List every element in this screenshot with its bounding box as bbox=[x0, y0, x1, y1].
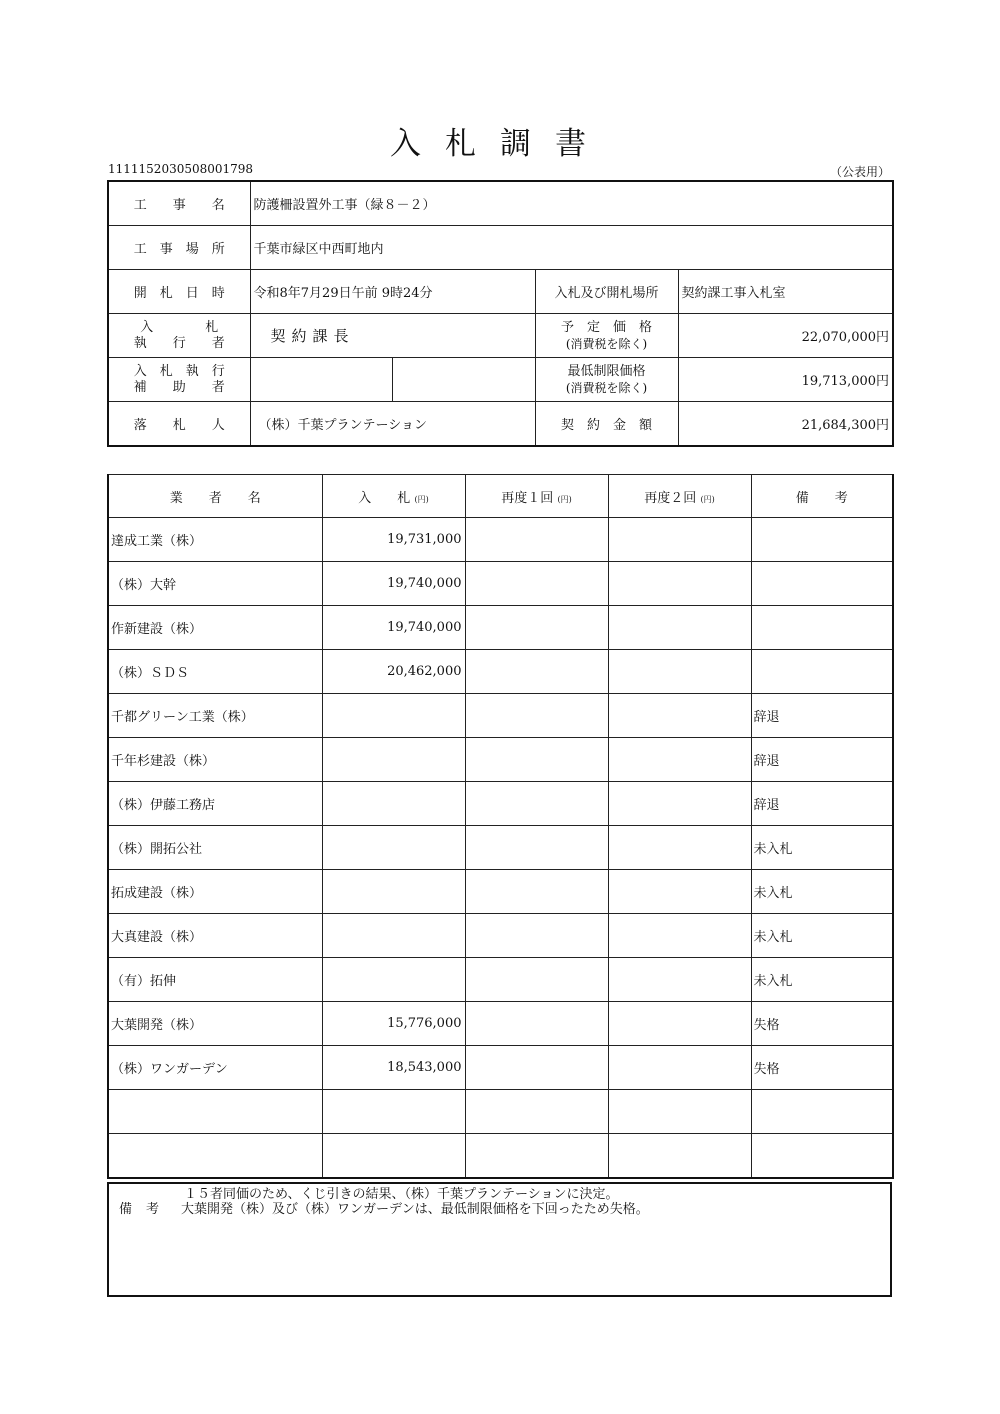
round2-amount bbox=[608, 870, 751, 914]
column-bid-label: 入 札 bbox=[358, 490, 411, 506]
table-row bbox=[108, 562, 893, 606]
bidder-name: 作新建設（株） bbox=[108, 606, 322, 650]
executor-label bbox=[108, 314, 250, 358]
assistant-label bbox=[108, 358, 250, 402]
bidder-name: 大葉開発（株） bbox=[108, 1002, 322, 1046]
location-row bbox=[108, 226, 893, 270]
round1-amount bbox=[465, 958, 608, 1002]
column-round2-label: 再度２回 bbox=[644, 490, 697, 506]
round2-amount bbox=[608, 518, 751, 562]
round1-amount bbox=[465, 870, 608, 914]
bid-amount bbox=[322, 738, 465, 782]
assistant-cell-2 bbox=[392, 358, 535, 402]
project-name-label: 工 事 名 bbox=[108, 181, 250, 226]
bidder-name: （株）ワンガーデン bbox=[108, 1046, 322, 1090]
bidder-name: （株）大幹 bbox=[108, 562, 322, 606]
table-row bbox=[108, 1134, 893, 1179]
executor-label-line1: 入 札 bbox=[140, 319, 219, 335]
usage-label: （公表用） bbox=[829, 165, 890, 179]
bidder-name: 千年杉建設（株） bbox=[108, 738, 322, 782]
round1-amount bbox=[465, 738, 608, 782]
planned-price-label bbox=[535, 314, 678, 358]
round1-amount bbox=[465, 562, 608, 606]
document-number: 1111152030508001798 bbox=[108, 162, 254, 176]
executor-label-line2: 執 行 者 bbox=[133, 335, 225, 351]
bidder-name: （株）ＳＤＳ bbox=[108, 650, 322, 694]
round2-amount bbox=[608, 1002, 751, 1046]
table-row bbox=[108, 518, 893, 562]
bidder-note: 失格 bbox=[751, 1002, 893, 1046]
bidder-name bbox=[108, 1134, 322, 1179]
table-row bbox=[108, 1090, 893, 1134]
round2-amount bbox=[608, 782, 751, 826]
round1-amount bbox=[465, 694, 608, 738]
remarks-line2-wrap bbox=[119, 1202, 880, 1217]
remarks-table bbox=[107, 1182, 892, 1297]
column-company: 業 者 名 bbox=[108, 475, 322, 518]
contract-amount-label: 契 約 金 額 bbox=[535, 402, 678, 447]
round2-amount bbox=[608, 958, 751, 1002]
bidder-note bbox=[751, 606, 893, 650]
remarks-cell bbox=[108, 1183, 891, 1296]
executor-row bbox=[108, 314, 893, 358]
planned-price-note: (消費税を除く) bbox=[565, 336, 648, 351]
remarks-row bbox=[108, 1183, 891, 1296]
round1-amount bbox=[465, 1002, 608, 1046]
min-price-label bbox=[535, 358, 678, 402]
bidder-name: 大真建設（株） bbox=[108, 914, 322, 958]
bidder-name: 達成工業（株） bbox=[108, 518, 322, 562]
bid-amount bbox=[322, 782, 465, 826]
table-row bbox=[108, 914, 893, 958]
bidder-note: 未入札 bbox=[751, 870, 893, 914]
table-row bbox=[108, 1046, 893, 1090]
assistant-label-line1: 入 札 執 行 bbox=[133, 363, 225, 379]
planned-price-label-text: 予 定 価 格 bbox=[560, 319, 652, 335]
round1-amount bbox=[465, 782, 608, 826]
round2-amount bbox=[608, 650, 751, 694]
round1-amount bbox=[465, 914, 608, 958]
winner-label: 落 札 人 bbox=[108, 402, 250, 447]
min-price-value: 19,713,000円 bbox=[678, 358, 893, 402]
table-row bbox=[108, 782, 893, 826]
column-round1-label: 再度１回 bbox=[501, 490, 554, 506]
winner-value: （株）千葉プランテーション bbox=[250, 402, 535, 447]
assistant-label-line2: 補 助 者 bbox=[133, 379, 225, 395]
bidder-note bbox=[751, 1134, 893, 1179]
location-value: 千葉市緑区中西町地内 bbox=[250, 226, 893, 270]
assistant-row bbox=[108, 358, 893, 402]
column-bid-unit: (円) bbox=[414, 494, 429, 504]
round1-amount bbox=[465, 1090, 608, 1134]
bid-amount bbox=[322, 1090, 465, 1134]
winner-row bbox=[108, 402, 893, 447]
open-datetime-row bbox=[108, 270, 893, 314]
round1-amount bbox=[465, 826, 608, 870]
round2-amount bbox=[608, 606, 751, 650]
table-row bbox=[108, 606, 893, 650]
table-row bbox=[108, 694, 893, 738]
column-round1 bbox=[465, 475, 608, 518]
bid-amount bbox=[322, 1134, 465, 1179]
bidder-note: 未入札 bbox=[751, 914, 893, 958]
min-price-note: (消費税を除く) bbox=[565, 380, 648, 395]
table-row bbox=[108, 870, 893, 914]
project-name-row bbox=[108, 181, 893, 226]
column-round2-unit: (円) bbox=[700, 494, 715, 504]
round1-amount bbox=[465, 1134, 608, 1179]
project-name-value: 防護柵設置外工事（緑８－２） bbox=[250, 181, 893, 226]
bidder-note: 未入札 bbox=[751, 826, 893, 870]
column-remarks: 備 考 bbox=[751, 475, 893, 518]
remarks-line1: １５者同価のため、くじ引きの結果、（株）千葉プランテーションに決定。 bbox=[184, 1187, 619, 1202]
bid-amount: 18,543,000 bbox=[322, 1046, 465, 1090]
bidder-note: 未入札 bbox=[751, 958, 893, 1002]
column-bid bbox=[322, 475, 465, 518]
min-price-label-text: 最低制限価格 bbox=[567, 363, 646, 379]
round2-amount bbox=[608, 826, 751, 870]
bidder-name: （有）拓伸 bbox=[108, 958, 322, 1002]
location-label: 工 事 場 所 bbox=[108, 226, 250, 270]
bid-amount bbox=[322, 870, 465, 914]
bid-amount: 15,776,000 bbox=[322, 1002, 465, 1046]
bidders-header-row bbox=[108, 475, 893, 518]
bidder-note: 辞退 bbox=[751, 694, 893, 738]
bid-amount bbox=[322, 826, 465, 870]
bidder-name: 拓成建設（株） bbox=[108, 870, 322, 914]
bidder-name: 千都グリーン工業（株） bbox=[108, 694, 322, 738]
bidder-note: 辞退 bbox=[751, 738, 893, 782]
bidder-name bbox=[108, 1090, 322, 1134]
round2-amount bbox=[608, 1134, 751, 1179]
venue-label: 入札及び開札場所 bbox=[535, 270, 678, 314]
bidder-note bbox=[751, 1090, 893, 1134]
contract-amount-value: 21,684,300円 bbox=[678, 402, 893, 447]
bidder-note bbox=[751, 562, 893, 606]
open-datetime-label: 開 札 日 時 bbox=[108, 270, 250, 314]
bidder-name: （株）開拓公社 bbox=[108, 826, 322, 870]
remarks-line2: 大葉開発（株）及び（株）ワンガーデンは、最低制限価格を下回ったため失格。 bbox=[181, 1202, 649, 1217]
bid-amount bbox=[322, 914, 465, 958]
bidder-note: 失格 bbox=[751, 1046, 893, 1090]
planned-price-value: 22,070,000円 bbox=[678, 314, 893, 358]
venue-value: 契約課工事入札室 bbox=[678, 270, 893, 314]
bid-amount: 19,731,000 bbox=[322, 518, 465, 562]
page-title: 入札調書 bbox=[390, 126, 610, 162]
header-table bbox=[107, 180, 894, 447]
bidder-note bbox=[751, 518, 893, 562]
table-row bbox=[108, 738, 893, 782]
table-row bbox=[108, 958, 893, 1002]
bid-amount: 19,740,000 bbox=[322, 606, 465, 650]
round2-amount bbox=[608, 694, 751, 738]
round2-amount bbox=[608, 562, 751, 606]
round1-amount bbox=[465, 606, 608, 650]
open-datetime-value: 令和8年7月29日午前 9時24分 bbox=[250, 270, 535, 314]
executor-value: 契約課長 bbox=[250, 314, 535, 358]
round2-amount bbox=[608, 738, 751, 782]
bidder-note: 辞退 bbox=[751, 782, 893, 826]
table-row bbox=[108, 650, 893, 694]
column-round1-unit: (円) bbox=[557, 494, 572, 504]
remarks-label: 備考 bbox=[119, 1202, 174, 1217]
bid-amount: 20,462,000 bbox=[322, 650, 465, 694]
round2-amount bbox=[608, 1046, 751, 1090]
assistant-cell-1 bbox=[250, 358, 392, 402]
round2-amount bbox=[608, 914, 751, 958]
column-round2 bbox=[608, 475, 751, 518]
table-row bbox=[108, 826, 893, 870]
bidders-table bbox=[107, 474, 894, 1179]
bid-amount bbox=[322, 694, 465, 738]
bidder-name: （株）伊藤工務店 bbox=[108, 782, 322, 826]
round2-amount bbox=[608, 1090, 751, 1134]
round1-amount bbox=[465, 1046, 608, 1090]
bidder-note bbox=[751, 650, 893, 694]
bid-amount bbox=[322, 958, 465, 1002]
round1-amount bbox=[465, 650, 608, 694]
round1-amount bbox=[465, 518, 608, 562]
table-row bbox=[108, 1002, 893, 1046]
bid-amount: 19,740,000 bbox=[322, 562, 465, 606]
